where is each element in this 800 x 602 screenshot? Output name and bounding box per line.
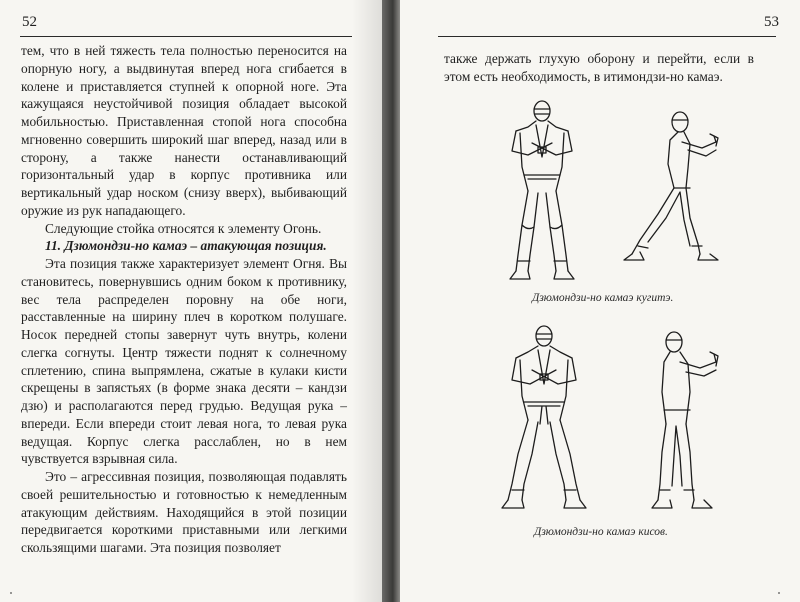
right-header-rule: [438, 36, 776, 37]
paragraph-element-fire: Следующие стойка относятся к элементу Огонь.: [45, 220, 322, 236]
scan-speck: [10, 592, 12, 594]
book-gutter: [382, 0, 400, 602]
figure-3-front-view: [494, 320, 594, 520]
figure-2-caption: Дзюмондзи-но камаэ кисов.: [534, 526, 668, 538]
paragraph-aggressive-stance: Это – агрессивная позиция, позволяющая подавлять своей решительностью и готовностью к немедленным атакующим действиям. Находящийся в этой позиции передвигается короткими приставными или легкими скользящими шагами. Эта позиция позволяет: [21, 469, 347, 555]
right-page-number: 53: [764, 14, 779, 30]
right-page-intro-text: также держать глухую оборону и перейти, если в этом есть необходимость, в итимондзи-но камаэ.: [444, 51, 754, 84]
paragraph-stance-description: Эта позиция также характеризует элемент Огня. Вы становитесь, повернувшись одним боком к противнику, вес тела распределен поровну на обе ноги, расставленные на ширину плеч в коротком полушаге. Носок передней стопы завернут чуть внутрь, колени слегка согнуты. Центр тяжести поднят к солнечному сплетению, спина выпрямлена, сжатые в кулаки кисти скрещены в запястьях (в форме знака десяти – кандзи дзю) и располагаются перед грудью. Ведущая рука – впереди. Если впереди стоит левая нога, то левая рука ведущая. Корпус слегка расслаблен, но в нем чувствуется взрывная сила.: [21, 256, 347, 467]
left-header-rule: [20, 36, 352, 37]
left-page: [0, 0, 382, 602]
scan-speck: [778, 592, 780, 594]
left-page-text: [21, 42, 347, 557]
figure-1-caption: Дзюмондзи-но камаэ кугитэ.: [532, 292, 674, 304]
paragraph-continuation: тем, что в ней тяжесть тела полностью переносится на опорную ногу, а выдвинутая вперед нога сгибается в колене и приставляется ступней к опорной ноге. Эта кажущаяся неустойчивой позиция обладает высокой мобильностью. Приставленная стопой нога способна мгновенно совершить широкий шаг вперед, назад или в сторону, а также нанести останавливающий горизонтальный удар в корпус противника или вертикальный удар носком (снизу вверх), выбивающий оружие из рук нападающего.: [21, 43, 347, 218]
left-page-number: 52: [22, 14, 37, 30]
figure-1-front-view: [492, 95, 592, 290]
figure-2-side-view: [618, 108, 728, 268]
figure-4-side-view: [636, 328, 726, 518]
gutter-shadow-left: [352, 0, 382, 602]
section-heading: 11. Дзюмондзи-но камаэ – атакующая позиция.: [45, 238, 327, 254]
